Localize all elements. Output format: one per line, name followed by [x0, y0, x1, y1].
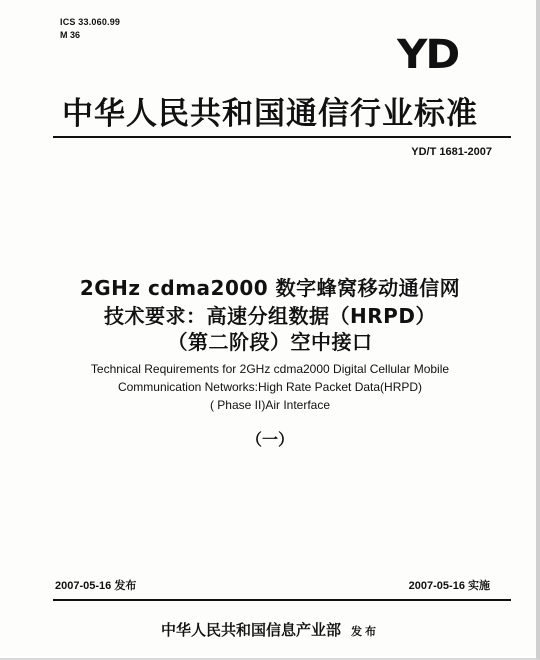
english-title-line-1: Technical Requirements for 2GHz cdma2000 Digital Cellular Mobile — [90, 362, 450, 376]
issue-date: 2007-05-16 发布 — [55, 580, 137, 592]
standard-number: YD/T 1681-2007 — [411, 146, 492, 158]
issuer-name: 中华人民共和国信息产业部 — [160, 621, 341, 639]
bottom-divider — [53, 599, 511, 601]
chinese-title-line-3: （第二阶段）空中接口 — [167, 330, 373, 354]
chinese-title-line-2: 技术要求：高速分组数据（HRPD） — [104, 304, 436, 328]
standard-category-title: 中华人民共和国通信行业标准 — [62, 96, 478, 132]
part-label: （一） — [245, 430, 294, 449]
top-divider — [53, 136, 511, 138]
ics-code: ICS 33.060.99 — [60, 17, 121, 27]
english-title-line-3: ( Phase II)Air Interface — [209, 398, 331, 412]
issuer-line — [0, 619, 540, 640]
yd-logo — [394, 34, 458, 74]
svg-text:YD: YD — [397, 34, 458, 74]
implementation-date: 2007-05-16 实施 — [408, 580, 490, 592]
english-title-line-2: Communication Networks:High Rate Packet Data(HRPD) — [117, 380, 423, 394]
classification-code: M 36 — [60, 30, 81, 40]
issuer-action: 发布 — [351, 625, 379, 638]
chinese-title-line-1: 2GHz cdma2000 数字蜂窝移动通信网 — [79, 276, 461, 300]
